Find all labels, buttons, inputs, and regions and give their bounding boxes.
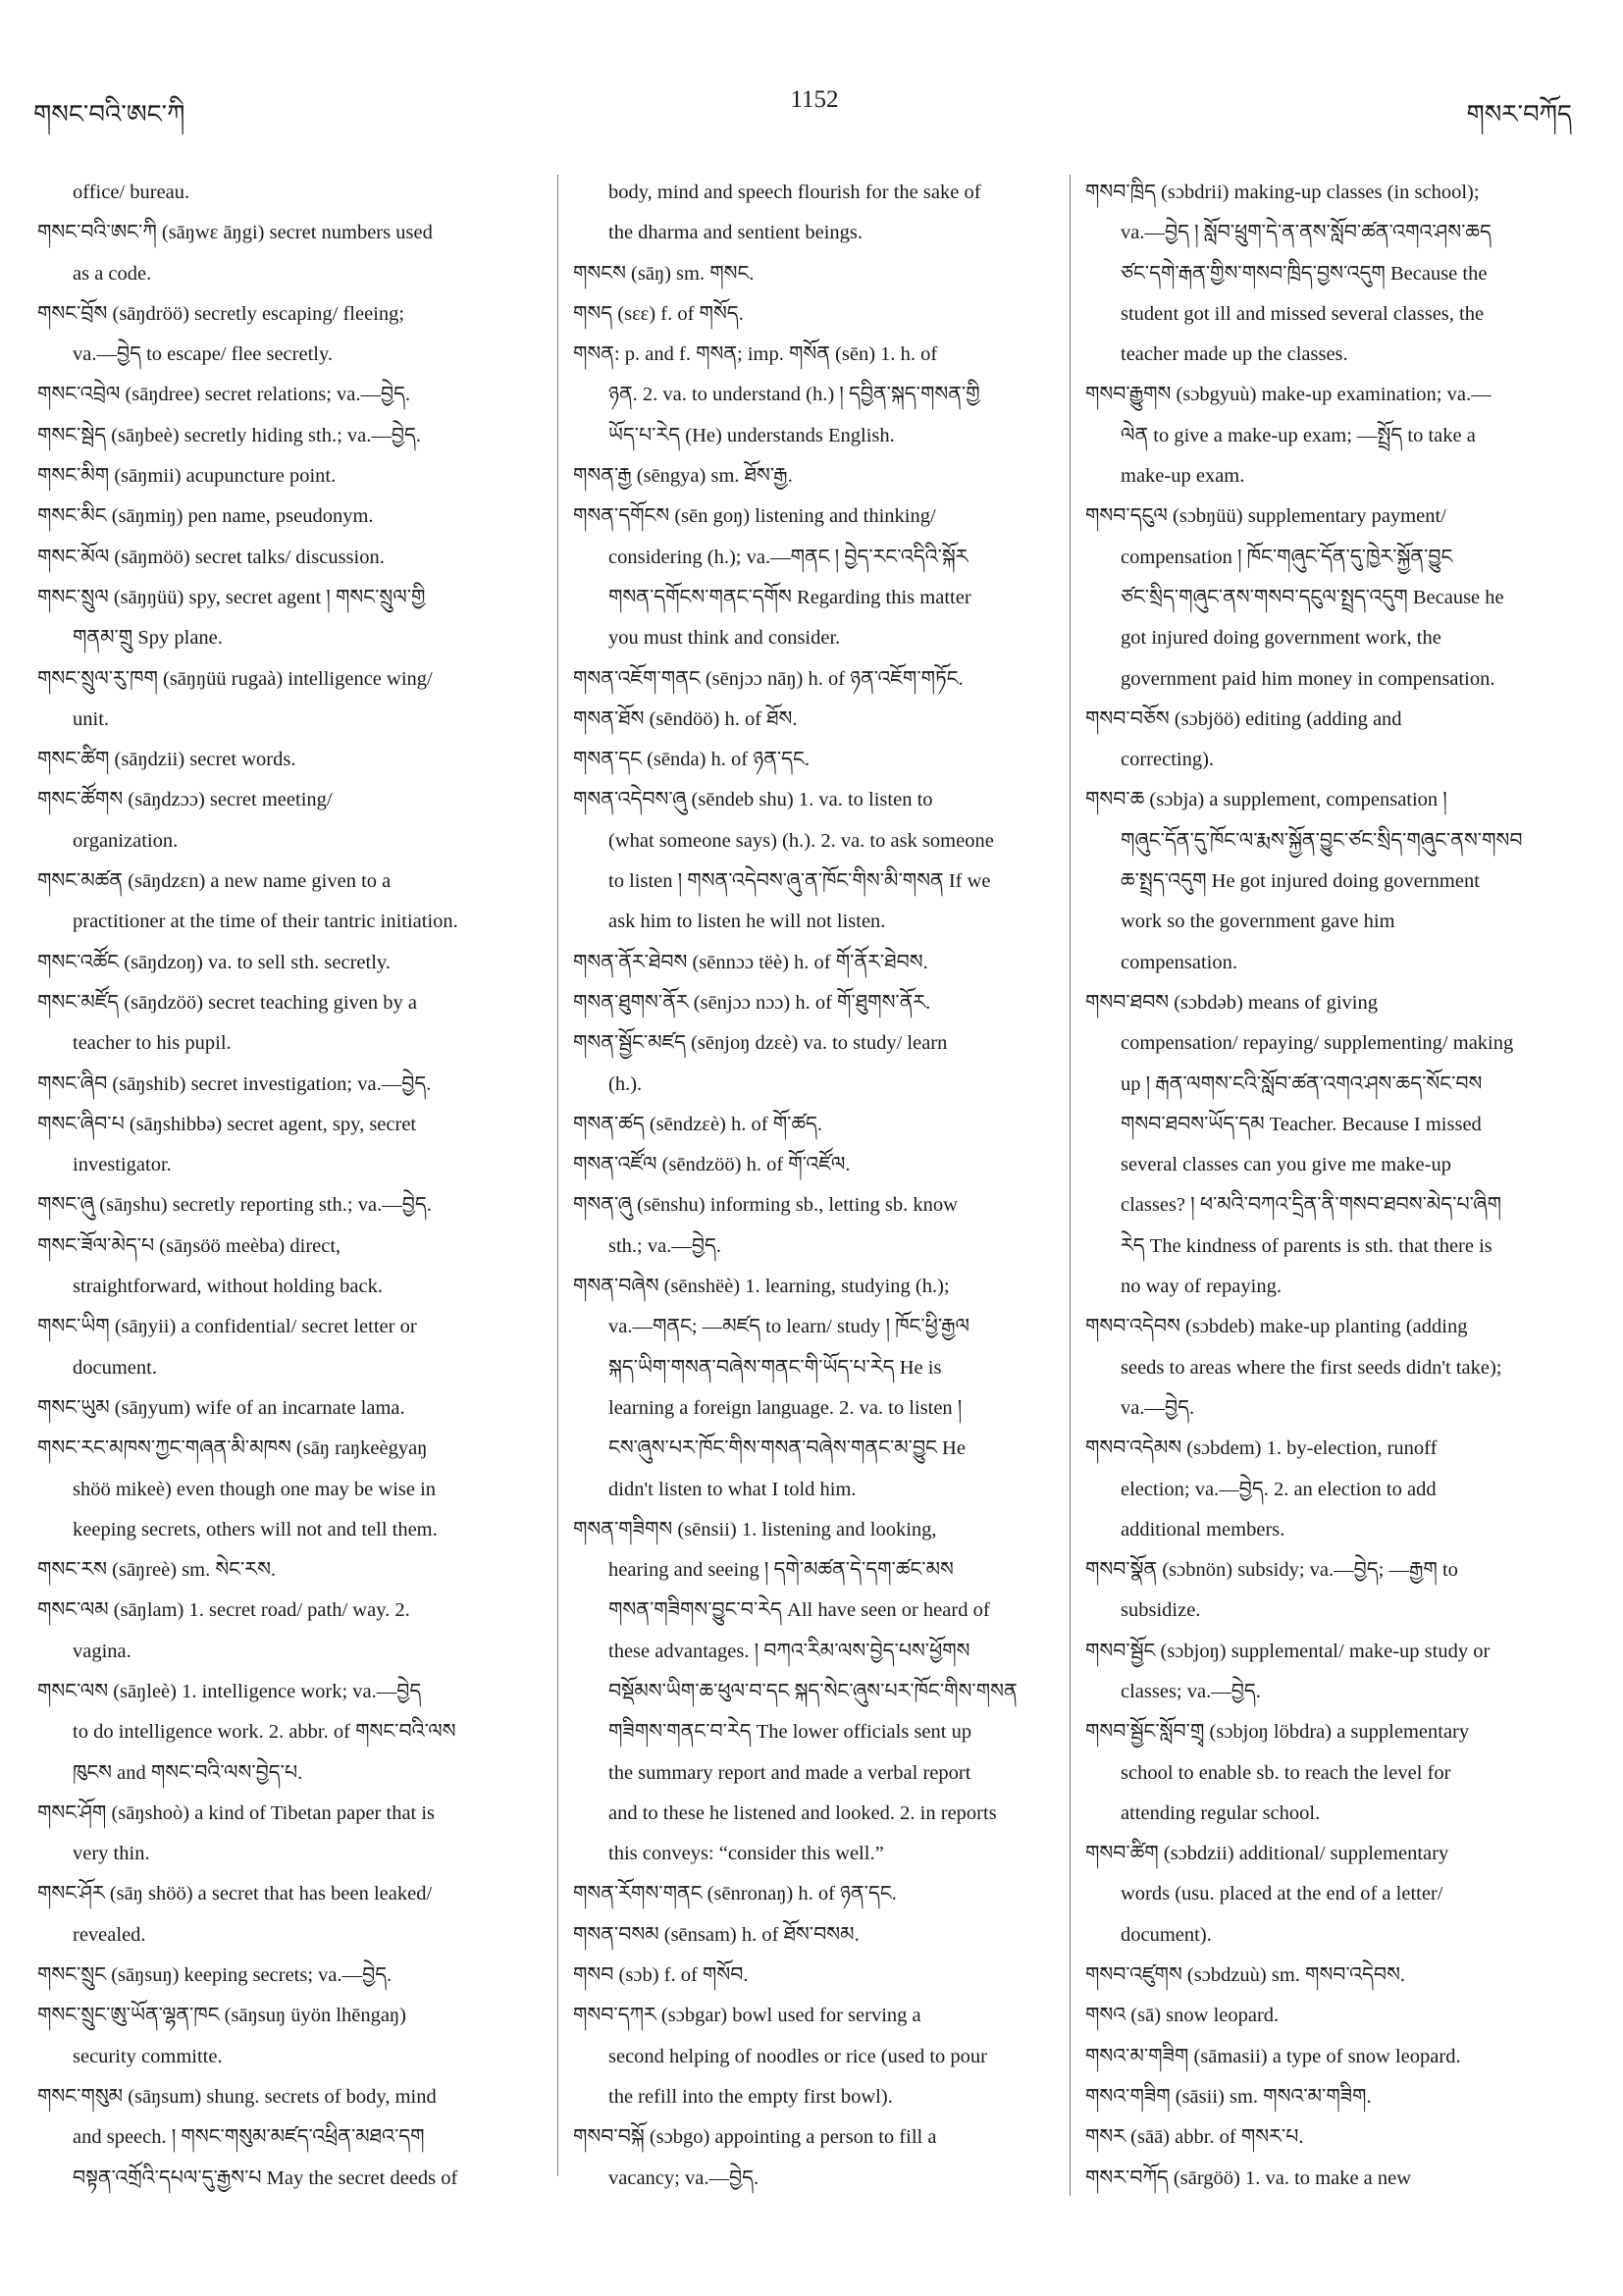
- entry-continuation-line: the dharma and sentient beings.: [608, 222, 864, 244]
- entry-headword-line: གསན: p. and f. གསན; imp. གསོན (sēn) 1. h. of: [573, 343, 938, 366]
- entry-continuation-line: བསྡོམས་ཡིག་ཆ་ཕུལ་བ་དང སྐད་སེང་ཞུས་པར་ཁོང་གིས་གསན: [608, 1680, 1018, 1702]
- entry-continuation-line: body, mind and speech flourish for the sake of: [608, 182, 981, 203]
- entry-headword-line: གསབ་སྣོན (sɔbnön) subsidy; va.—བྱེད; —རྒྱག to: [1085, 1559, 1458, 1582]
- dictionary-column-3: [1085, 173, 1596, 2199]
- entry-continuation-line: and to these he listened and looked. 2. in reports: [608, 1801, 997, 1824]
- entry-headword-line: གསང་མིང (sāŋmiŋ) pen name, pseudonym.: [37, 505, 374, 528]
- entry-headword-line: གསན་ཞུ (sēnshu) informing sb., letting sb. know: [573, 1194, 958, 1217]
- entry-continuation-line: keeping secrets, others will not and tell them.: [73, 1518, 438, 1540]
- entry-headword-line: གསབ (sɔb) f. of གསོབ.: [573, 1964, 749, 1987]
- entry-headword-line: གསང་ཞུ (sāŋshu) secretly reporting sth.; va.—བྱེད.: [37, 1194, 432, 1217]
- entry-headword-line: གསན་ཚད (sēndzɛè) h. of གོ་ཚད.: [573, 1113, 823, 1135]
- entry-headword-line: གསང་ཟོལ་མེད་པ (sāŋsöö meèba) direct,: [37, 1234, 341, 1257]
- entry-continuation-line: hearing and seeing ། དགེ་མཚན་དེ་དག་ཚང་མས: [608, 1559, 954, 1582]
- entry-continuation-line: བསྟན་འགྲོའི་དཔལ་དུ་རྒྱས་པ May the secret deeds of: [73, 2166, 458, 2189]
- entry-continuation-line: this conveys: “consider this well.”: [608, 1843, 884, 1865]
- entry-continuation-line: straightforward, without holding back.: [73, 1276, 383, 1298]
- entry-continuation-line: words (usu. placed at the end of a letter/: [1121, 1883, 1443, 1905]
- entry-headword-line: གསང་བྲོས (sāŋdröö) secretly escaping/ fleeing;: [37, 302, 405, 325]
- entry-headword-line: གསན་འདེབས་ཞུ (sēndeb shu) 1. va. to listen to: [573, 789, 933, 811]
- entry-continuation-line: ཁུངས and གསང་བའི་ལས་བྱེད་པ.: [73, 1761, 303, 1784]
- entry-headword-line: གསང་ཡིག (sāŋyii) a confidential/ secret letter or: [37, 1316, 417, 1338]
- entry-continuation-line: shöö mikeè) even though one may be wise in: [73, 1478, 437, 1500]
- entry-continuation-line: attending regular school.: [1121, 1801, 1321, 1824]
- dictionary-column-2: [573, 173, 1064, 2199]
- entry-headword-line: གསན་རྒྱ (sēngya) sm. ཐོས་རྒྱ.: [573, 465, 793, 488]
- entry-continuation-line: very thin.: [73, 1843, 150, 1865]
- entry-headword-line: གསང་སྲུལ (sāŋŋüü) spy, secret agent ། གསང་སྲུལ་གྱི: [37, 586, 426, 608]
- entry-continuation-line: work so the government gave him: [1121, 911, 1395, 933]
- entry-continuation-line: to listen ། གསན་འདེབས་ཞུ་ན་ཁོང་གིས་མི་གསན If we: [608, 870, 991, 893]
- entry-headword-line: གསང་སྲུལ་རུ་ཁག (sāŋŋüü rugaà) intelligence wing/: [37, 667, 433, 690]
- entry-continuation-line: considering (h.); va.—གནང ། བྱེད་རང་འདིའི་སྐོར: [608, 546, 969, 568]
- entry-continuation-line: office/ bureau.: [73, 182, 190, 203]
- entry-headword-line: གསབ་ཐབས (sɔbdəb) means of giving: [1085, 991, 1378, 1014]
- entry-headword-line: གསན་དགོངས (sēn goŋ) listening and thinking/: [573, 505, 936, 528]
- entry-headword-line: གསང་ཤོར (sāŋ shöö) a secret that has been leaked/: [37, 1883, 433, 1905]
- entry-headword-line: གསང་ཡུམ (sāŋyum) wife of an incarnate lama.: [37, 1396, 405, 1419]
- entry-headword-line: གསང་མཚན (sāŋdzɛn) a new name given to a: [37, 870, 392, 893]
- entry-continuation-line: several classes can you give me make-up: [1121, 1154, 1451, 1176]
- entry-headword-line: གསངས (sāŋ) sm. གསང.: [573, 262, 755, 285]
- entry-headword-line: གསན་སྦྱོང་མཛད (sēnjoŋ dzɛè) va. to study/ learn: [573, 1032, 948, 1055]
- entry-headword-line: གསན་ཐུགས་ནོར (sēnjɔɔ nɔɔ) h. of གོ་ཐུགས་ནོར.: [573, 991, 931, 1014]
- entry-continuation-line: no way of repaying.: [1121, 1276, 1282, 1298]
- entry-continuation-line: compensation ། ཁོང་གཞུང་དོན་དུ་ཁྱེར་སྐྱོན་བྱུང: [1121, 546, 1453, 568]
- entry-headword-line: གསབ་རྒྱུགས (sɔbgyuù) make-up examination; va.—: [1085, 384, 1492, 406]
- entry-continuation-line: revealed.: [73, 1923, 146, 1946]
- column-divider: [1070, 175, 1071, 2196]
- entry-headword-line: གསབ་འདེམས (sɔbdem) 1. by-election, runoff: [1085, 1437, 1438, 1460]
- entry-continuation-line: (what someone says) (h.). 2. va. to ask someone: [608, 829, 994, 852]
- entry-headword-line: གསན་དང (sēnda) h. of ཉན་དང.: [573, 749, 810, 771]
- entry-headword-line: གསང་གསུམ (sāŋsum) shung. secrets of body, mind: [37, 2085, 437, 2108]
- entry-continuation-line: government paid him money in compensation.: [1121, 667, 1495, 690]
- entry-continuation-line: སྐད་ཡིག་གསན་བཞེས་གནང་གི་ཡོད་པ་རེད He is: [608, 1356, 942, 1379]
- entry-headword-line: གསའ་མ་གཟིག (sāmasii) a type of snow leopard.: [1085, 2045, 1461, 2067]
- entry-headword-line: གསང་ཞིབ་པ (sāŋshibbə) secret agent, spy, secret: [37, 1113, 417, 1135]
- entry-headword-line: གསང་སྦེད (sāŋbeè) secretly hiding sth.; va.—བྱེད.: [37, 424, 422, 446]
- running-head-right: གསར་བཀོད: [1466, 100, 1572, 129]
- entry-continuation-line: (h.).: [608, 1072, 643, 1095]
- entry-headword-line: གསང་འཚོང (sāŋdzoŋ) va. to sell sth. secretly.: [37, 951, 391, 973]
- entry-continuation-line: got injured doing government work, the: [1121, 627, 1441, 650]
- entry-headword-line: གསབ་འཛུགས (sɔbdzuù) sm. གསབ་འདེབས.: [1085, 1964, 1406, 1987]
- entry-continuation-line: va.—བྱེད.: [1121, 1396, 1195, 1419]
- page-number: 1152: [790, 86, 839, 113]
- entry-headword-line: གསབ་ཁྲིད (sɔbdrii) making-up classes (in school);: [1085, 182, 1480, 203]
- entry-continuation-line: you must think and consider.: [608, 627, 841, 650]
- entry-continuation-line: ཙང་དགེ་རྒན་གྱིས་གསབ་ཁྲིད་བྱས་འདུག Because the: [1121, 262, 1488, 285]
- entry-continuation-line: va.—བྱེད to escape/ flee secretly.: [73, 343, 334, 366]
- entry-continuation-line: the summary report and made a verbal report: [608, 1761, 971, 1784]
- entry-continuation-line: ཉན. 2. va. to understand (h.) ། དབྱིན་སྐད་གསན་གྱི: [608, 384, 980, 406]
- entry-headword-line: གསང་ཤོག (sāŋshoò) a kind of Tibetan paper that is: [37, 1801, 436, 1824]
- entry-continuation-line: second helping of noodles or rice (used to pour: [608, 2045, 987, 2067]
- entry-headword-line: གསབ་སྦྱོང (sɔbjoŋ) supplemental/ make-up study or: [1085, 1640, 1491, 1662]
- entry-continuation-line: གསན་གཟིགས་བྱུང་བ་རེད All have seen or heard of: [608, 1599, 990, 1622]
- entry-continuation-line: seeds to areas where the first seeds didn't take);: [1121, 1356, 1502, 1379]
- entry-headword-line: གསར (sāā) abbr. of གསར་པ.: [1085, 2126, 1304, 2149]
- entry-continuation-line: vacancy; va.—བྱེད.: [608, 2166, 759, 2189]
- entry-continuation-line: security committe.: [73, 2045, 223, 2067]
- entry-continuation-line: ཆ་སྤྲད་འདུག He got injured doing government: [1121, 870, 1480, 893]
- entry-continuation-line: ངས་ཞུས་པར་ཁོང་གིས་གསན་བཞེས་གནང་མ་བྱུང He: [608, 1437, 966, 1460]
- entry-headword-line: གསང་ཞིབ (sāŋshib) secret investigation; va.—བྱེད.: [37, 1072, 432, 1095]
- entry-headword-line: གསབ་ཆ (sɔbja) a supplement, compensation །: [1085, 789, 1447, 811]
- entry-headword-line: གསབ་ཚིག (sɔbdzii) additional/ supplementary: [1085, 1843, 1449, 1865]
- entry-headword-line: གསན་རོགས་གནང (sēnronaŋ) h. of ཉན་དང.: [573, 1883, 897, 1905]
- entry-continuation-line: didn't listen to what I told him.: [608, 1478, 857, 1500]
- entry-continuation-line: organization.: [73, 829, 179, 852]
- entry-continuation-line: vagina.: [73, 1640, 131, 1662]
- entry-continuation-line: va.—བྱེད ། སློབ་ཕྲུག་དེ་ན་ནས་སློབ་ཚན་འགའ་ཤས་ཆད: [1121, 222, 1492, 244]
- entry-continuation-line: compensation/ repaying/ supplementing/ making: [1121, 1032, 1514, 1055]
- entry-continuation-line: student got ill and missed several classes, the: [1121, 302, 1485, 325]
- entry-continuation-line: the refill into the empty first bowl).: [608, 2085, 893, 2108]
- entry-headword-line: གསབ་བསྐོ (sɔbgo) appointing a person to fill a: [573, 2126, 937, 2149]
- dictionary-column-1: [37, 173, 548, 2199]
- entry-continuation-line: compensation.: [1121, 951, 1237, 973]
- entry-headword-line: གསང་སྲུང་ཨུ་ཡོན་ལྷན་ཁང (sāŋsuŋ üyön lhēngaŋ): [37, 2005, 406, 2027]
- entry-continuation-line: teacher to his pupil.: [73, 1032, 232, 1055]
- entry-headword-line: གསང་མཛོད (sāŋdzöö) secret teaching given by a: [37, 991, 418, 1014]
- entry-headword-line: གསན་འཇོག་གནང (sēnjɔɔ nāŋ) h. of ཉན་འཇོག་གཏོང.: [573, 667, 964, 690]
- entry-continuation-line: རེད The kindness of parents is sth. that there is: [1121, 1234, 1492, 1257]
- entry-headword-line: གསང་བའི་ཨང་ཀི (sāŋwɛ āŋgi) secret numbers used: [37, 222, 433, 244]
- entry-headword-line: གསང་ཚིག (sāŋdzii) secret words.: [37, 749, 296, 771]
- entry-headword-line: གསབ་བཅོས (sɔbjöö) editing (adding and: [1085, 707, 1402, 730]
- entry-continuation-line: classes? ། ཕ་མའི་བཀའ་དྲིན་ནི་གསབ་ཐབས་མེད་པ་ཞིག: [1121, 1194, 1502, 1217]
- entry-continuation-line: up ། རྒན་ལགས་ངའི་སློབ་ཚན་འགའ་ཤས་ཆད་སོང་བས: [1121, 1072, 1483, 1095]
- entry-continuation-line: to do intelligence work. 2. abbr. of གསང་བའི་ལས: [73, 1721, 456, 1744]
- entry-continuation-line: learning a foreign language. 2. va. to listen །: [608, 1396, 963, 1419]
- entry-headword-line: གསབ་འདེབས (sɔbdeb) make-up planting (adding: [1085, 1316, 1468, 1338]
- entry-continuation-line: election; va.—བྱེད. 2. an election to add: [1121, 1478, 1437, 1500]
- entry-continuation-line: and speech. ། གསང་གསུམ་མཛད་འཕྲིན་མཐའ་དག: [73, 2126, 425, 2149]
- entry-continuation-line: classes; va.—བྱེད.: [1121, 1680, 1261, 1702]
- entry-headword-line: གསབ་དཀར (sɔbgar) bowl used for serving a: [573, 2005, 921, 2027]
- entry-continuation-line: ལེན to give a make-up exam; —སྤྲོད to take a: [1121, 424, 1476, 446]
- entry-continuation-line: གཟིགས་གནང་བ་རེད The lower officials sent up: [608, 1721, 972, 1744]
- entry-headword-line: གསང་སྲུང (sāŋsuŋ) keeping secrets; va.—བྱེད.: [37, 1964, 393, 1987]
- entry-continuation-line: teacher made up the classes.: [1121, 343, 1348, 366]
- entry-continuation-line: གཞུང་དོན་དུ་ཁོང་ལ་རྨས་སྐྱོན་བྱུང་ཙང་སྲིད་གཞུང་ནས་གསབ: [1121, 829, 1523, 852]
- entry-headword-line: གསན་གཟིགས (sēnsii) 1. listening and looking,: [573, 1518, 937, 1540]
- running-head-left: གསང་བའི་ཨང་ཀི: [33, 100, 185, 129]
- entry-continuation-line: document.: [73, 1356, 157, 1379]
- entry-continuation-line: practitioner at the time of their tantric initiation.: [73, 911, 458, 933]
- entry-continuation-line: investigator.: [73, 1154, 172, 1176]
- entry-headword-line: གསང་ལས (sāŋleè) 1. intelligence work; va.—བྱེད: [37, 1680, 422, 1702]
- entry-continuation-line: as a code.: [73, 262, 152, 285]
- entry-continuation-line: va.—གནང; —མཛད to learn/ study ། ཁོང་ཕྱི་རྒྱལ: [608, 1316, 970, 1338]
- entry-headword-line: གསན་འཛོལ (sēndzöö) h. of གོ་འཛོལ.: [573, 1154, 851, 1176]
- entry-continuation-line: ask him to listen he will not listen.: [608, 911, 886, 933]
- entry-continuation-line: གསབ་ཐབས་ཡོད་དམ Teacher. Because I missed: [1121, 1113, 1482, 1135]
- entry-continuation-line: school to enable sb. to reach the level for: [1121, 1761, 1451, 1784]
- entry-headword-line: གསབ་དངུལ (sɔbŋüü) supplementary payment/: [1085, 505, 1446, 528]
- entry-headword-line: གསང་རང་མཁས་ཀྱང་གཞན་མི་མཁས (sāŋ raŋkeègyaŋ: [37, 1437, 428, 1460]
- entry-continuation-line: ཡོད་པ་རེད (He) understands English.: [608, 424, 895, 446]
- entry-headword-line: གསང་འབྲེལ (sāŋdree) secret relations; va.—བྱེད.: [37, 384, 411, 406]
- entry-headword-line: གསང་མོལ (sāŋmöö) secret talks/ discussion.: [37, 546, 385, 568]
- entry-continuation-line: གནམ་གྲུ Spy plane.: [73, 627, 223, 650]
- entry-continuation-line: unit.: [73, 707, 110, 730]
- entry-continuation-line: document).: [1121, 1923, 1212, 1946]
- entry-headword-line: གསན་བསམ (sēnsam) h. of ཐོས་བསམ.: [573, 1923, 860, 1946]
- entry-continuation-line: correcting).: [1121, 749, 1215, 771]
- entry-headword-line: གསང་རས (sāŋreè) sm. སེང་རས.: [37, 1559, 277, 1582]
- entry-continuation-line: make-up exam.: [1121, 465, 1245, 488]
- column-divider: [557, 175, 558, 2176]
- entry-headword-line: གསའ་གཟིག (sāsii) sm. གསའ་མ་གཟིག.: [1085, 2085, 1372, 2108]
- entry-headword-line: གསན་བཞེས (sēnshëè) 1. learning, studying (h.);: [573, 1276, 950, 1298]
- entry-continuation-line: additional members.: [1121, 1518, 1285, 1540]
- entry-headword-line: གསབ་སྦྱོང་སློབ་གྲྭ (sɔbjoŋ löbdra) a supplementary: [1085, 1721, 1470, 1744]
- entry-headword-line: གསའ (sā) snow leopard.: [1085, 2005, 1280, 2027]
- entry-headword-line: གསང་མིག (sāŋmii) acupuncture point.: [37, 465, 337, 488]
- entry-headword-line: གསན་ཐོས (sēndöö) h. of ཐོས.: [573, 707, 798, 730]
- entry-headword-line: གསང་ལམ (sāŋlam) 1. secret road/ path/ way. 2.: [37, 1599, 410, 1622]
- entry-headword-line: གསན་ནོར་ཐེབས (sēnnɔɔ tëè) h. of གོ་ནོར་ཐེབས.: [573, 951, 928, 973]
- entry-continuation-line: sth.; va.—བྱེད.: [608, 1234, 721, 1257]
- entry-headword-line: གསང་ཚོགས (sāŋdzɔɔ) secret meeting/: [37, 789, 333, 811]
- entry-headword-line: གསད (sɛɛ) f. of གསོད.: [573, 302, 744, 325]
- entry-headword-line: གསར་བཀོད (sārgöö) 1. va. to make a new: [1085, 2166, 1412, 2189]
- entry-continuation-line: these advantages. ། བཀའ་རིམ་ལས་བྱེད་པས་ཕྱོགས: [608, 1640, 970, 1662]
- entry-continuation-line: ཙང་སྲིད་གཞུང་ནས་གསབ་དངུལ་སྤྲད་འདུག Because he: [1121, 586, 1504, 608]
- entry-continuation-line: གསན་དགོངས་གནང་དགོས Regarding this matter: [608, 586, 971, 608]
- entry-continuation-line: subsidize.: [1121, 1599, 1201, 1622]
